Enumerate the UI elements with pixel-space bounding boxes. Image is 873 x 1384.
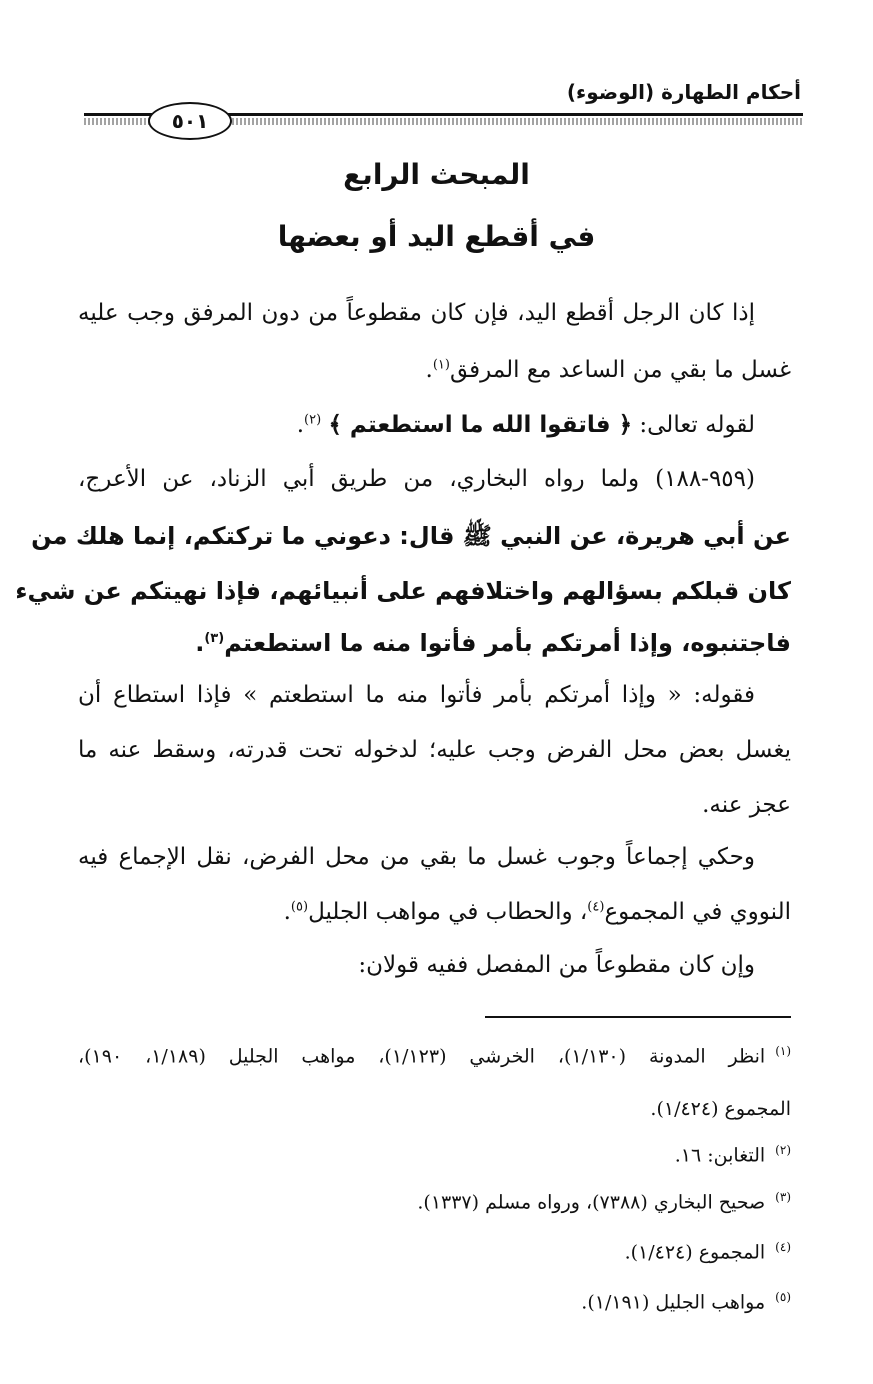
footnote bbox=[78, 1240, 791, 1263]
running-header-title: أحكام الطهارة (الوضوء) bbox=[566, 80, 801, 104]
footnote-continuation: المجموع (١/٤٢٤). bbox=[650, 1098, 791, 1120]
footnote bbox=[78, 1190, 791, 1213]
paragraph-line: (٩٥٩-١٨٨) ولما رواه البخاري، من طريق أبي الزناد، عن الأعرج، bbox=[78, 466, 755, 492]
footnote-number: (٥) bbox=[775, 1290, 791, 1304]
footnote-text: انظر المدونة (١/١٣٠)، الخرشي (١/١٢٣)، مواهب الجليل (١/١٨٩، ١٩٠)، bbox=[78, 1045, 766, 1068]
text-run: النووي في المجموع bbox=[604, 899, 791, 925]
footnote-ref: (٤) bbox=[587, 899, 605, 915]
footnote-number: (١) bbox=[775, 1044, 792, 1058]
footnote-number: (٣) bbox=[775, 1190, 791, 1204]
footnote bbox=[78, 1044, 791, 1067]
footnote-number: (٢) bbox=[775, 1143, 791, 1157]
hadith-line: فاجتنبوه، وإذا أمرتكم بأمر فأتوا منه ما استطعتم$^{(٣)}$. bbox=[195, 629, 791, 657]
paragraph-line: إذا كان الرجل أقطع اليد، فإن كان مقطوعاً من دون المرفق وجب عليه bbox=[78, 300, 755, 326]
footnote-ref: (٥) bbox=[290, 899, 309, 915]
section-subtitle: في أقطع اليد أو بعضها bbox=[277, 220, 596, 253]
footnote-ref: (١) bbox=[432, 357, 450, 373]
text-run: لقوله تعالى: bbox=[632, 412, 755, 438]
paragraph-line: يغسل بعض محل الفرض وجب عليه؛ لدخوله تحت قدرته، وسقط عنه ما bbox=[78, 737, 791, 763]
footnote-ref: (٢) bbox=[304, 412, 322, 428]
paragraph-line: وإن كان مقطوعاً من المفصل ففيه قولان: bbox=[358, 952, 755, 978]
footnote-text: مواهب الجليل (١/١٩١). bbox=[581, 1291, 766, 1314]
page-number: ٥٠١ bbox=[148, 102, 232, 140]
footnote-number: (٤) bbox=[775, 1240, 791, 1254]
section-title: المبحث الرابع bbox=[343, 158, 530, 191]
paragraph-line: وحكي إجماعاً وجوب غسل ما بقي من محل الفرض، نقل الإجماع فيه bbox=[78, 844, 755, 870]
footnote-text: صحيح البخاري (٧٣٨٨)، ورواه مسلم (١٣٣٧). bbox=[417, 1191, 766, 1214]
quran-quote: ﴿ فاتقوا الله ما استطعتم ﴾ bbox=[328, 412, 633, 438]
hadith-line: عن أبي هريرة، عن النبي ﷺ قال: دعوني ما تركتكم، إنما هلك من bbox=[31, 522, 791, 550]
footnote-separator bbox=[485, 1016, 791, 1018]
footnote-text: المجموع (١/٤٢٤). bbox=[624, 1241, 766, 1264]
text-run: فاجتنبوه، وإذا أمرتكم بأمر فأتوا منه ما استطعتم bbox=[224, 629, 791, 657]
hadith-line: كان قبلكم بسؤالهم واختلافهم على أنبيائهم، فإذا نهيتكم عن شيء bbox=[15, 577, 791, 605]
footnote bbox=[78, 1143, 791, 1166]
text-run: غسل ما بقي من الساعد مع المرفق bbox=[449, 357, 791, 383]
paragraph-line: فقوله: « وإذا أمرتكم بأمر فأتوا منه ما استطعتم » فإذا استطاع أن bbox=[78, 682, 755, 708]
paragraph-line: عجز عنه. bbox=[702, 792, 791, 818]
footnote bbox=[78, 1290, 791, 1313]
text-run: ، والحطاب في مواهب الجليل bbox=[308, 899, 588, 925]
paragraph-line: النووي في المجموع$^{(٤)}$، والحطاب في مواهب الجليل$^{(٥)}$. bbox=[283, 899, 791, 925]
paragraph-line: لقوله تعالى: ﴿ فاتقوا الله ما استطعتم ﴾ $^{(٢)}$. bbox=[296, 412, 755, 438]
paragraph-line: غسل ما بقي من الساعد مع المرفق$^{(١)}$. bbox=[425, 357, 791, 383]
footnote-text: التغابن: ١٦. bbox=[674, 1144, 766, 1167]
footnote-ref: (٣) bbox=[204, 631, 225, 646]
